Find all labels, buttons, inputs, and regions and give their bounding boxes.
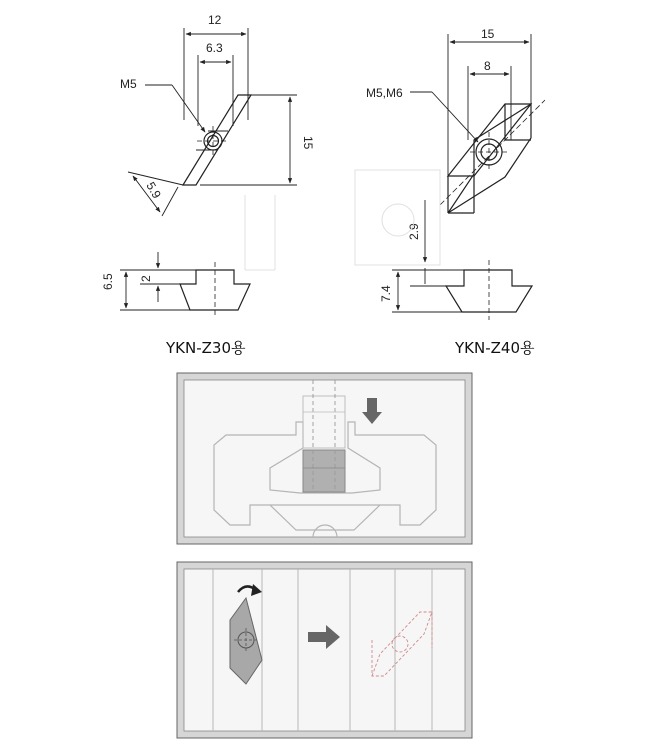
- z30-thread-label: M5: [120, 77, 137, 91]
- z40-width-total-label: 15: [481, 27, 495, 41]
- z40-profile-dimensions: [392, 268, 464, 312]
- insertion-panel: [177, 373, 472, 544]
- z30-nut-outline: [183, 95, 251, 185]
- z40-thread-label: M5,M6: [366, 86, 403, 100]
- z30-caption: YKN-Z30용: [166, 339, 246, 357]
- rotation-panel: [177, 562, 472, 738]
- z30-width-hole-label: 6.3: [206, 41, 223, 55]
- z40-profile-total-label: 7.4: [379, 285, 393, 302]
- z30-profile-total-label: 6.5: [101, 273, 115, 290]
- z30-width-total-label: 12: [208, 13, 222, 27]
- z40-faint-profile: [355, 170, 440, 265]
- z30-height-label: 15: [301, 136, 315, 150]
- z40-top-view: [440, 100, 545, 213]
- z40-side-profile: [446, 260, 532, 320]
- z40-caption: YKN-Z40용: [455, 339, 535, 357]
- z30-thickness-label: 5.9: [143, 179, 164, 201]
- z30-faint-profile: [245, 195, 275, 270]
- z30-profile-dimensions: [120, 252, 196, 310]
- z40-width-hole-label: 8: [484, 59, 491, 73]
- z30-top-view: [183, 95, 251, 185]
- z40-offset-label: 2.9: [407, 223, 421, 240]
- z30-profile-top-label: 2: [139, 275, 153, 282]
